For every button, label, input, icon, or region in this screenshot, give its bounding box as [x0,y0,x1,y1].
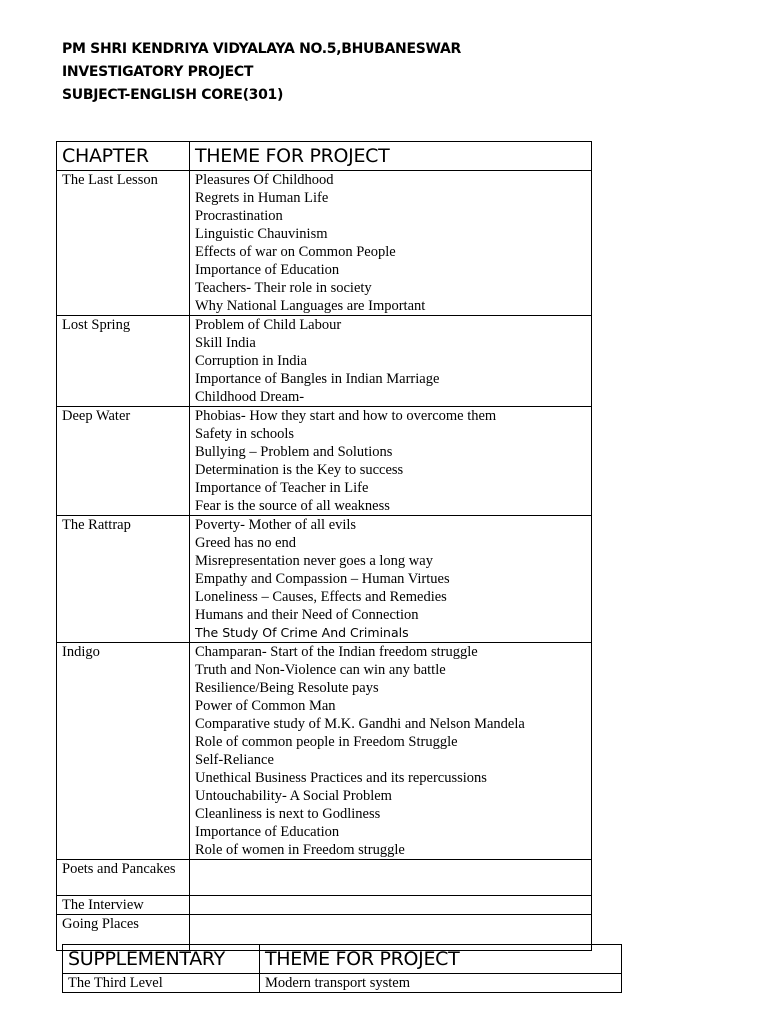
themes-cell [190,316,592,407]
theme-item: Effects of war on Common People [195,244,396,260]
theme-item: Childhood Dream- [195,389,305,405]
theme-item: Truth and Non-Violence can win any battle [195,662,446,678]
theme-item: Greed has no end [195,535,297,551]
chapter-column-header: CHAPTER [57,142,190,171]
chapter-cell: The Rattrap [57,516,190,643]
theme-item: Misrepresentation never goes a long way [195,553,433,569]
theme-item: Procrastination [195,208,283,224]
themes-cell [190,407,592,516]
chapter-cell: The Third Level [63,974,260,993]
theme-item: Humans and their Need of Connection [195,607,419,623]
theme-column-header: THEME FOR PROJECT [260,945,622,974]
theme-item: Importance of Education [195,824,340,840]
themes-cell [190,860,592,896]
table-row [57,407,592,516]
document-header [62,38,461,107]
theme-item: Importance of Education [195,262,340,278]
themes-cell [190,171,592,316]
theme-item: Power of Common Man [195,698,336,714]
chapter-cell: Indigo [57,643,190,860]
theme-item: The Study Of Crime And Criminals [195,625,409,640]
theme-item: Teachers- Their role in society [195,280,372,296]
theme-item: Bullying – Problem and Solutions [195,444,393,460]
chapter-theme-table [56,141,592,951]
theme-item: Role of women in Freedom struggle [195,842,405,858]
table-row [57,516,592,643]
themes-cell [190,896,592,915]
theme-item: Phobias- How they start and how to overcome them [195,408,497,424]
chapter-cell: Deep Water [57,407,190,516]
theme-item: Importance of Teacher in Life [195,480,369,496]
chapter-cell: The Last Lesson [57,171,190,316]
table-row [57,860,592,896]
theme-item: Determination is the Key to success [195,462,404,478]
theme-item: Problem of Child Labour [195,317,342,333]
theme-item: Corruption in India [195,353,307,369]
theme-item: Skill India [195,335,256,351]
theme-item: Regrets in Human Life [195,190,329,206]
theme-item: Unethical Business Practices and its repercussions [195,770,487,786]
table-header-row [63,945,622,974]
theme-item: Linguistic Chauvinism [195,226,328,242]
table-header-row [57,142,592,171]
themes-cell [190,516,592,643]
theme-item: Champaran- Start of the Indian freedom struggle [195,644,478,660]
chapter-cell: Lost Spring [57,316,190,407]
theme-item: Pleasures Of Childhood [195,172,334,188]
theme-item: Modern transport system [265,975,410,991]
school-name: PM SHRI KENDRIYA VIDYALAYA NO.5,BHUBANESWAR [62,41,462,57]
theme-item: Safety in schools [195,426,295,442]
table-row [57,171,592,316]
theme-item: Cleanliness is next to Godliness [195,806,381,822]
supplementary-column-header: SUPPLEMENTARY [63,945,260,974]
theme-item: Importance of Bangles in Indian Marriage [195,371,440,387]
theme-item: Empathy and Compassion – Human Virtues [195,571,450,587]
table-row [63,974,622,993]
theme-item: Comparative study of M.K. Gandhi and Nelson Mandela [195,716,525,732]
themes-cell [260,974,622,993]
theme-item: Self-Reliance [195,752,274,768]
subject-title: SUBJECT-ENGLISH CORE(301) [62,87,284,103]
themes-cell [190,643,592,860]
theme-item: Why National Languages are Important [195,298,426,314]
chapter-cell: Going Places [57,915,190,951]
theme-item: Resilience/Being Resolute pays [195,680,379,696]
table-row [57,896,592,915]
theme-item: Poverty- Mother of all evils [195,517,357,533]
theme-item: Untouchability- A Social Problem [195,788,392,804]
project-title: INVESTIGATORY PROJECT [62,64,254,80]
chapter-cell: The Interview [57,896,190,915]
supplementary-table [62,944,622,993]
theme-column-header: THEME FOR PROJECT [190,142,592,171]
chapter-cell: Poets and Pancakes [57,860,190,896]
table-row [57,643,592,860]
theme-item: Role of common people in Freedom Struggle [195,734,458,750]
theme-item: Fear is the source of all weakness [195,498,390,514]
table-row [57,316,592,407]
theme-item: Loneliness – Causes, Effects and Remedies [195,589,447,605]
